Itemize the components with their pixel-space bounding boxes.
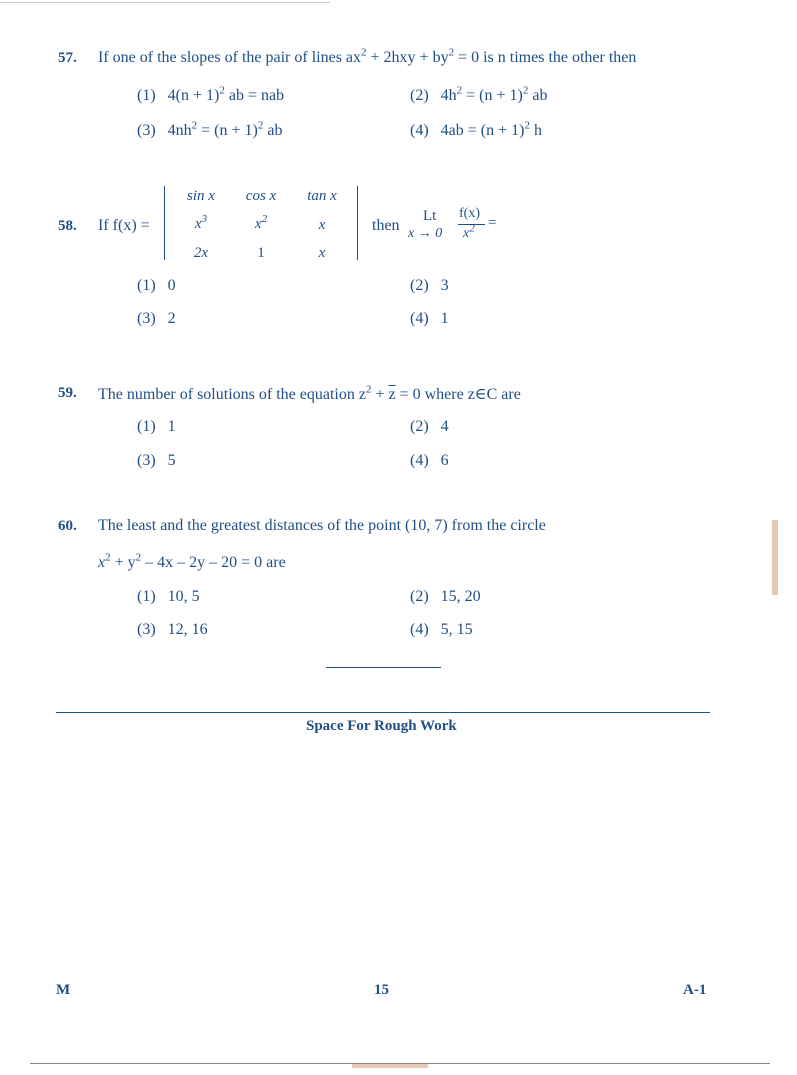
matrix-cell: 1 (257, 245, 265, 261)
option-4[interactable]: (4) 5, 15 (410, 621, 473, 638)
rough-work-divider (56, 712, 710, 713)
option-2[interactable]: (2) 3 (410, 277, 449, 294)
option-2[interactable]: (2) 4 (410, 418, 449, 435)
question-number: 59. (58, 385, 77, 401)
option-4[interactable]: (4) 6 (410, 452, 449, 469)
option-3[interactable]: (3) 2 (137, 310, 176, 327)
question-text: The number of solutions of the equation $z^2 + \overline{z} = 0$ where z∈C are (98, 383, 521, 403)
matrix-cell: cos x (245, 188, 277, 204)
option-3[interactable]: (3) $4nh^2 = (n + 1)^2$ ab (137, 119, 283, 139)
fraction-denominator: $x^2$ (463, 222, 475, 241)
option-4[interactable]: (4) 1 (410, 310, 449, 327)
matrix-cell: x (318, 217, 326, 233)
circle-equation: $x^2 + y^2 - 4x - 2y - 20 = 0$ are (98, 551, 286, 571)
scan-edge-strip (772, 520, 778, 595)
option-3[interactable]: (3) 12, 16 (137, 621, 208, 638)
matrix-cell: tan x (307, 188, 337, 204)
equals-sign: = (488, 215, 497, 231)
end-of-questions-rule (326, 667, 441, 668)
option-1[interactable]: (1) 0 (137, 277, 176, 294)
rough-work-heading: Space For Rough Work (306, 718, 457, 734)
footer-right: A-1 (683, 982, 707, 998)
option-1[interactable]: (1) 10, 5 (137, 588, 200, 605)
option-3[interactable]: (3) 5 (137, 452, 176, 469)
question-text: If one of the slopes of the pair of lines $ax^2 + 2hxy + by^2 = 0$ is n times the other then (98, 46, 637, 66)
determinant-left-bar (164, 186, 165, 260)
question-number: 60. (58, 518, 77, 534)
option-1[interactable]: (1) 1 (137, 418, 176, 435)
matrix-cell-x-squared: $x^2$ (254, 213, 268, 232)
option-2[interactable]: (2) 15, 20 (410, 588, 481, 605)
option-1[interactable]: (1) $4(n + 1)^2$ ab = nab (137, 84, 285, 104)
limit-subscript: x → 0 (408, 226, 443, 241)
option-2[interactable]: (2) $4h^2 = (n + 1)^2$ ab (410, 84, 548, 104)
question-number: 58. (58, 218, 77, 234)
limit-word: Lt (423, 208, 437, 224)
then-word: then (372, 217, 400, 234)
question-text: The least and the greatest distances of the point (10, 7) from the circle (98, 517, 546, 534)
scan-bottom-strip (352, 1064, 428, 1068)
page-number: 15 (374, 982, 389, 998)
matrix-cell: x (318, 245, 326, 261)
scan-top-line (0, 2, 330, 3)
matrix-cell-x-cubed: $x^3$ (194, 213, 208, 232)
determinant-right-bar (357, 186, 358, 260)
matrix-cell: sin x (187, 188, 215, 204)
matrix-cell: 2x (193, 245, 209, 261)
fraction-numerator: f(x) (459, 206, 480, 221)
question-number: 57. (58, 50, 77, 66)
option-4[interactable]: (4) $4ab = (n + 1)^2$ h (410, 119, 542, 139)
question-prefix: If f(x) = (98, 217, 150, 234)
footer-left: M (56, 982, 71, 998)
